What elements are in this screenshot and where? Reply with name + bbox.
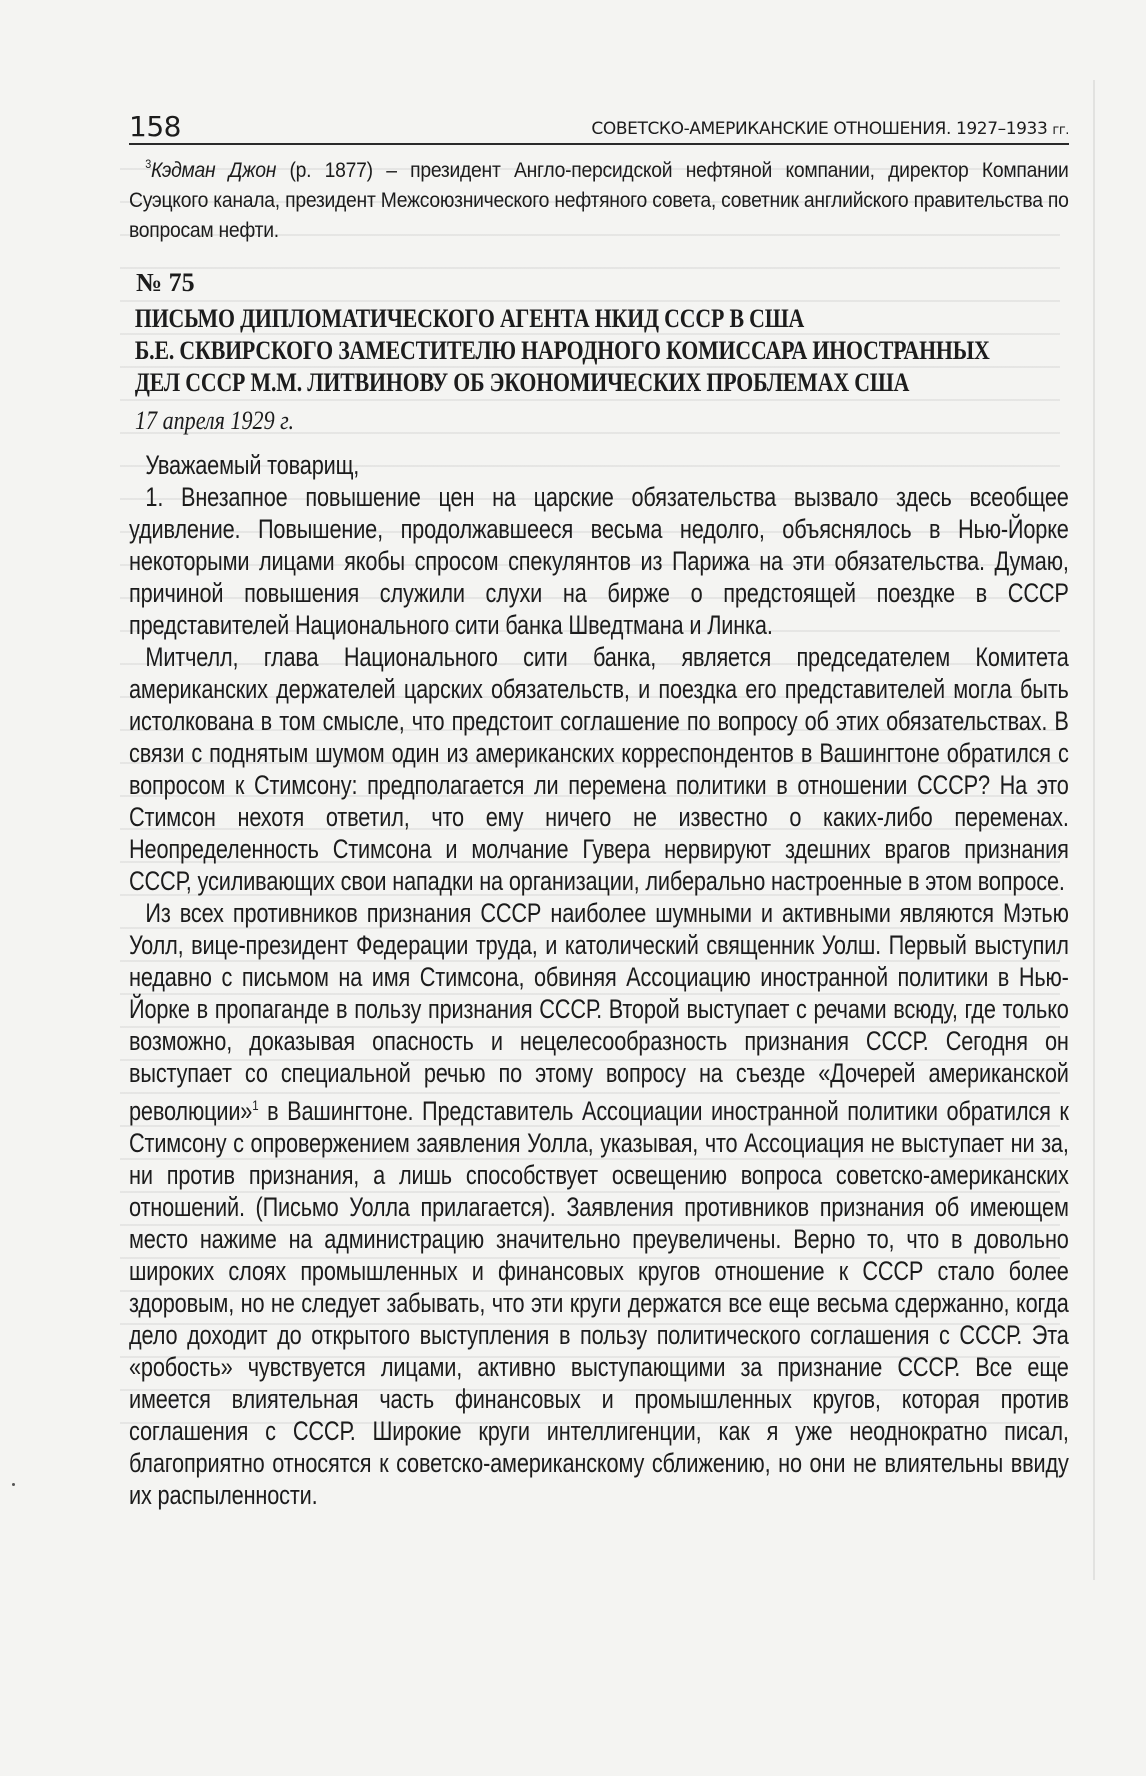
document-title <box>129 303 1067 399</box>
paragraph-text: в Вашингтоне. Представитель Ассоциации иностранной политики обратился к Стимсону с опровержением заявления Уолла, указывая, что Ассоциация не выступает ни за, ни против признания, а лишь способствует освещению вопроса советско-американских отношений. (Письмо Уолла прилагается). Заявления противников признания об имеющем место нажиме на администрацию значительно преувеличены. Верно то, что в довольно широких слоях промышленных и финансовых кругов отношение к СССР стало более здоровым, но не следует забывать, что эти круги держатся все еще весьма сдержанно, когда дело доходит до открытого выступления в пользу политического соглашения с СССР. Эта «робость» чувствуется лицами, активно выступающими за признание СССР. Все еще имеется влиятельная часть финансовых и промышленных кругов, которая против соглашения с СССР. Широкие круги интеллигенции, как я уже неоднократно писал, благоприятно относятся к советско-американскому сближению, но они не влиятельны ввиду их распыленности. <box>129 1096 1069 1510</box>
document-title-line: ДЕЛ СССР М.М. ЛИТВИНОВУ ОБ ЭКОНОМИЧЕСКИХ ПРОБЛЕМАХ США <box>134 368 910 397</box>
footnote-person-name: Кэдман Джон <box>150 158 277 182</box>
running-title-text: СОВЕТСКО-АМЕРИКАНСКИЕ ОТНОШЕНИЯ. 1927–1933 <box>591 119 1048 139</box>
running-title-suffix: гг. <box>1052 123 1069 138</box>
paragraph-text: Из всех противников признания СССР наиболее шумными и активными являются Мэтью Уолл, вице-президент Федерации труда, и католический священник Уолш. Первый выступил недавно с письмом на имя Стимсона, обвиняя Ассоциацию иностранной политики в Нью-Йорке в пропаганде в пользу признания СССР. Второй выступает с речами всюду, где только возможно, доказывая опасность и нецелесообразность признания СССР. Сегодня он выступает со специальной речью по этому вопросу на съезде «Дочерей американской революции» <box>129 898 1069 1126</box>
document-date: 17 апреля 1929 г. <box>134 406 295 435</box>
document-title-line: Б.Е. СКВИРСКОГО ЗАМЕСТИТЕЛЮ НАРОДНОГО КОМИССАРА ИНОСТРАННЫХ <box>134 336 990 365</box>
page-gutter-shadow <box>1093 80 1095 1580</box>
document-title-line: ПИСЬМО ДИПЛОМАТИЧЕСКОГО АГЕНТА НКИД СССР В США <box>134 304 805 333</box>
paragraph: Митчелл, глава Национального сити банка, является председателем Комитета американских держателей царских обязательств, и поездка его представителей могла быть истолкована в том смысле, что предстоит соглашение по вопросу об этих обязательствах. В связи с поднятым шумом один из американских корреспондентов в Вашингтоне обратился с вопросом к Стимсону: предполагается ли перемена политики в отношении СССР? На это Стимсон нехотя ответил, что ему ничего не известно о каких-либо переменах. Неопределенность Стимсона и молчание Гувера нервируют здешних врагов признания СССР, усиливающих свои нападки на организации, либерально настроенные в этом вопросе. <box>129 642 1069 896</box>
page-number: 158 <box>129 110 181 143</box>
paragraph: 1. Внезапное повышение цен на царские обязательства вызвало здесь всеобщее удивление. Повышение, продолжавшееся весьма недолго, объяснялось в Нью-Йорке некоторыми лицами якобы спросом спекулянтов из Парижа на эти обязательства. Думаю, причиной повышения служили слухи на бирже о предстоящей поездке в СССР представителей Национального сити банка Шведтмана и Линка. <box>129 482 1069 640</box>
letter-body <box>129 449 1069 1511</box>
book-page <box>129 110 1069 1511</box>
margin-speck <box>12 1483 15 1486</box>
footnote-text: (р. 1877) – президент Англо-персидской нефтяной компании, директор Компании Суэцкого канала, президент Межсоюзнического нефтяного совета, советник английского правительства по вопросам нефти. <box>129 158 1069 242</box>
running-title <box>591 119 1069 141</box>
footnote-marker: 3 <box>145 157 151 171</box>
running-head <box>129 110 1069 145</box>
paragraph <box>129 897 1069 1511</box>
document-number: № 75 <box>136 268 195 297</box>
salutation: Уважаемый товарищ, <box>145 450 360 480</box>
footnote <box>129 149 1069 245</box>
note-reference: 1 <box>252 1097 259 1113</box>
